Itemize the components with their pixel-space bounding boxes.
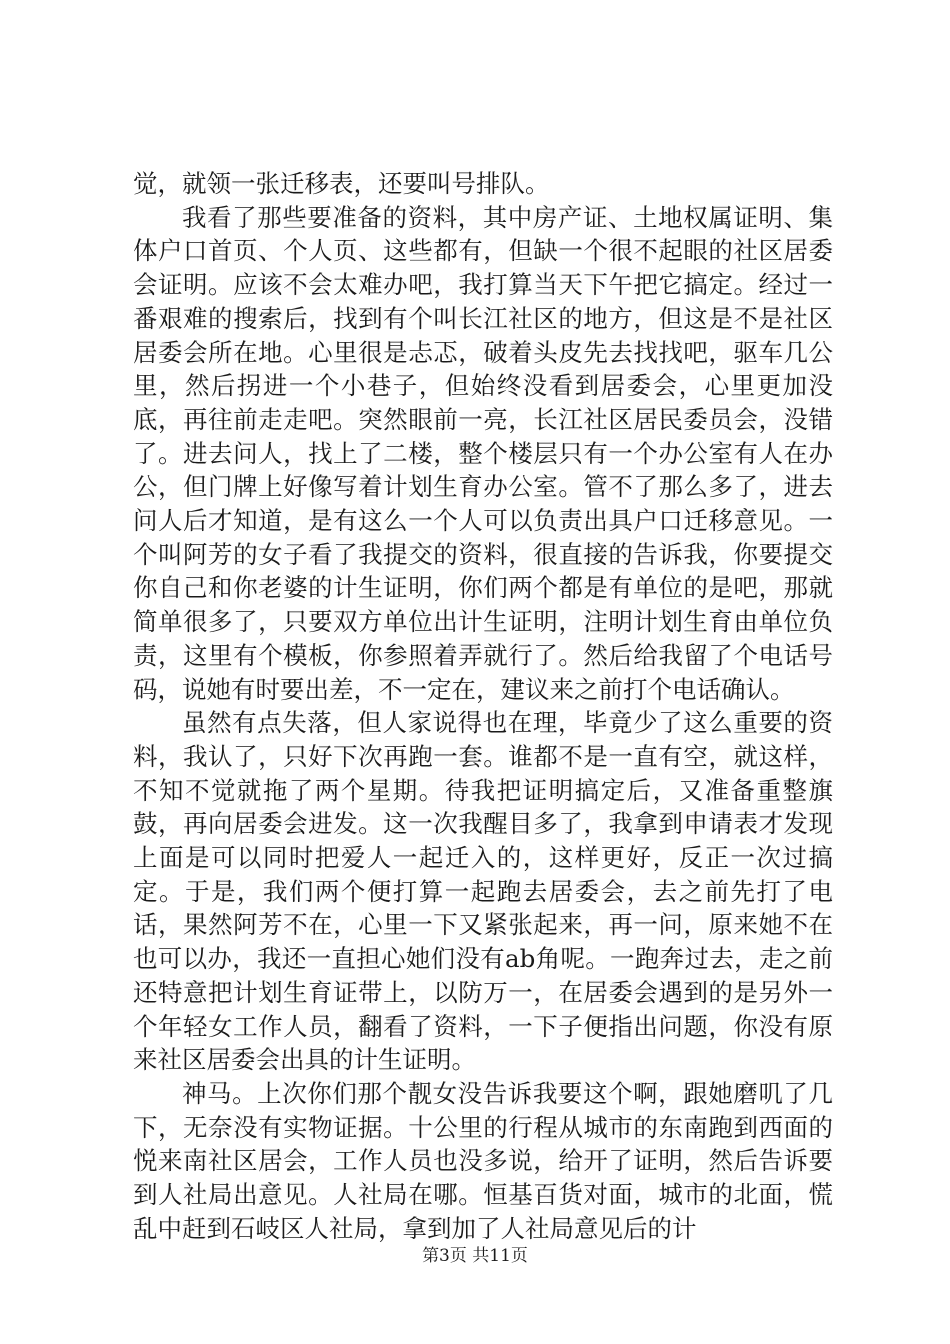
paragraph-1: 觉，就领一张迁移表，还要叫号排队。 <box>133 169 550 198</box>
paragraph-2: 我看了那些要准备的资料，其中房产证、土地权属证明、集体户口首页、个人页、这些都有，但缺一个很不起眼的社区居委会证明。应该不会太难办吧，我打算当天下午把它搞定。经过一番艰难的搜索后，找到有个叫长江社区的地方，但这是不是社区居委会所在地。心里很是忐忑，破着头皮先去找找吧，驱车几公里，然后拐进一个小巷子，但始终没看到居委会，心里更加没底，再往前走走吧。突然眼前一亮，长江社区居民委员会，没错了。进去问人，找上了二楼，整个楼层只有一个办公室有人在办公，但门牌上好像写着计划生育办公室。管不了那么多了，进去问人后才知道，是有这么一个人可以负责出具户口迁移意见。一个叫阿芳的女子看了我提交的资料，很直接的告诉我，你要提交你自己和你老婆的计生证明，你们两个都是有单位的是吧，那就简单很多了，只要双方单位出计生证明，注明计划生育由单位负责，这里有个模板，你参照着弄就行了。然后给我留了个电话号码，说她有时要出差，不一定在，建议来之前打个电话确认。 <box>133 202 833 704</box>
paragraph-3: 虽然有点失落，但人家说得也在理，毕竟少了这么重要的资料，我认了，只好下次再跑一套。谁都不是一直有空，就这样，不知不觉就拖了两个星期。待我把证明搞定后，又准备重整旗鼓，再向居委会进发。这一次我醒目多了，我拿到申请表才发现上面是可以同时把爱人一起迁入的，这样更好，反正一次过搞定。于是，我们两个便打算一起跑去居委会，去之前先打了电话，果然阿芳不在，心里一下又紧张起来，再一问，原来她不在也可以办，我还一直担心她们没有ab角呢。一跑奔过去，走之前还特意把计划生育证带上，以防万一，在居委会遇到的是另外一个年轻女工作人员，翻看了资料，一下子便指出问题，你没有原来社区居委会出具的计生证明。 <box>133 708 833 1075</box>
paragraph-4: 神马。上次你们那个靓女没告诉我要这个啊，跟她磨叽了几下，无奈没有实物证据。十公里的行程从城市的东南跑到西面的悦来南社区居会，工作人员也没多说，给开了证明，然后告诉要到人社局出意见。人社局在哪。恒基百货对面，城市的北面，慌乱中赶到石岐区人社局，拿到加了人社局意见后的计 <box>133 1078 833 1243</box>
page-footer: 第3页 共11页 <box>422 1246 528 1266</box>
document-body <box>133 167 833 1246</box>
